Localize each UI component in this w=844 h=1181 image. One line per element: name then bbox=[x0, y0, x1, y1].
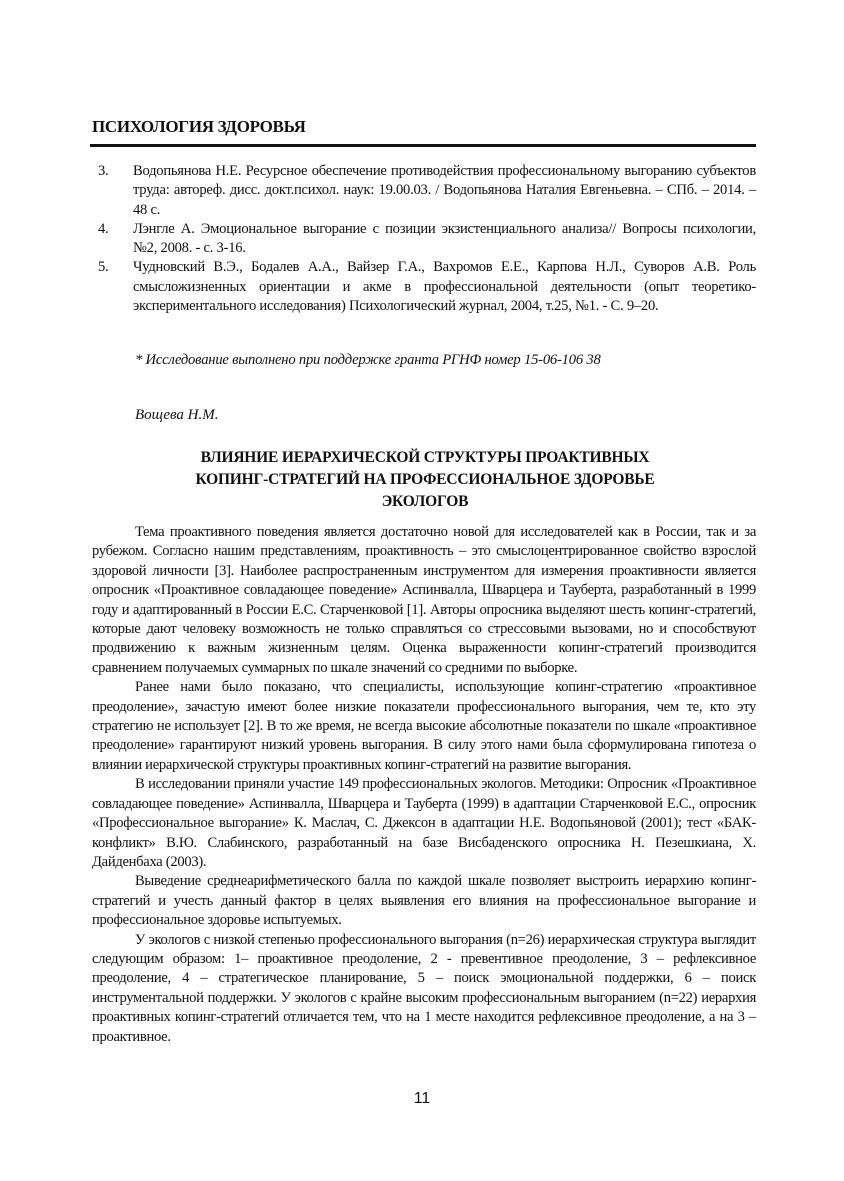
title-line: ВЛИЯНИЕ ИЕРАРХИЧЕСКОЙ СТРУКТУРЫ ПРОАКТИВНЫХ bbox=[200, 449, 650, 466]
body-paragraph: У экологов с низкой степенью профессионального выгорания (n=26) иерархическая структура выглядит следующим образом: 1– проактивное преодоление, 2 - превентивное преодоление, 3 – рефлексивное преодоление, 4 – стратегическое планирование, 5 – поиск эмоциональной поддержки, 6 – поиск инструментальной поддержки. У экологов с крайне высоким профессиональным выгоранием (n=22) иерархия проактивных копинг-стратегий отличается тем, что на 1 месте находится рефлексивное преодоление, а на 3 – проактивное. bbox=[92, 931, 756, 1045]
reference-number: 3. bbox=[98, 163, 109, 179]
page-number: 11 bbox=[413, 1090, 431, 1107]
header-rule bbox=[90, 144, 756, 147]
body-paragraph: Тема проактивного поведения является достаточно новой для исследователей как в России, так и за рубежом. Согласно нашим представлениям, проактивность – это смыслоцентрированное свойство взрослой здоровой личности [3]. Наиболее распространенным инструментом для измерения проактивности является опросник «Проактивное совладающее поведение» Аспинвалла, Шварцера и Тауберта, разработанный в 1999 году и адаптированный в России Е.С. Старченковой [1]. Авторы опросника выделяют шесть копинг-стратегий, которые дают человеку возможность не только справляться со стрессовыми вызовами, но и способствуют продвижению к важным жизненным целям. Оценка выраженности копинг-стратегий производится сравнением получаемых суммарных по шкале значений со средними по выборке. bbox=[92, 524, 756, 676]
body-paragraph: В исследовании приняли участие 149 профессиональных экологов. Методики: Опросник «Проактивное совладающее поведение» Аспинвалла, Шварцера и Тауберта (1999) в адаптации Старченковой Е.С., опросник «Профессиональное выгорание» К. Маслач, С. Джексон в адаптации Н.Е. Водопьяновой (2001); тест «БАК-конфликт» В.Ю. Слабинского, разработанный на базе Висбаденского опросника Н. Пезешкиана, Х. Дайденбаха (2003). bbox=[92, 776, 756, 870]
article-author: Вощева Н.М. bbox=[135, 407, 219, 423]
title-line: КОПИНГ-СТРАТЕГИЙ НА ПРОФЕССИОНАЛЬНОЕ ЗДОРОВЬЕ bbox=[195, 471, 655, 488]
body-paragraph: Выведение среднеарифметического балла по каждой шкале позволяет выстроить иерархию копинг-стратегий и учесть данный фактор в целях выявления его влияния на профессиональное выгорание и профессиональное здоровье испытуемых. bbox=[92, 873, 756, 929]
grant-note: * Исследование выполнено при поддержке гранта РГНФ номер 15-06-106 38 bbox=[135, 352, 601, 368]
reference-text: Чудновский В.Э., Бодалев А.А., Вайзер Г.А., Вахромов Е.Е., Карпова Н.Л., Суворов А.В. Роль смысложизненных ориентации и акме в профессиональной деятельности (опыт теоретико-экспериментального исследования) Психологический журнал, 2004, т.25, №1. - С. 9–20. bbox=[133, 259, 756, 315]
article-title bbox=[120, 447, 730, 513]
body-paragraph: Ранее нами было показано, что специалисты, использующие копинг-стратегию «проактивное преодоление», зачастую имеют более низкие показатели профессионального выгорания, чем те, кто эту стратегию не использует [2]. В то же время, не всегда высокие абсолютные показатели по шкале «проактивное преодоление» гарантируют низкий уровень выгорания. В силу этого нами была сформулирована гипотеза о влиянии иерархической структуры проактивных копинг-стратегий на развитие выгорания. bbox=[92, 679, 756, 773]
reference-text: Водопьянова Н.Е. Ресурсное обеспечение противодействия профессиональному выгоранию субъектов труда: автореф. дисс. докт.психол. наук: 19.00.03. / Водопьянова Наталия Евгеньевна. – СПб. – 2014. – 48 с. bbox=[133, 163, 756, 218]
reference-text: Лэнгле А. Эмоциональное выгорание с позиции экзистенциального анализа// Вопросы психологии, №2, 2008. - с. 3-16. bbox=[133, 220, 756, 257]
reference-number: 5. bbox=[98, 259, 109, 276]
reference-item bbox=[98, 162, 756, 220]
reference-number: 4. bbox=[98, 220, 109, 237]
reference-list bbox=[98, 162, 756, 316]
reference-item bbox=[98, 220, 756, 259]
running-head: ПСИХОЛОГИЯ ЗДОРОВЬЯ bbox=[92, 117, 306, 136]
title-line: ЭКОЛОГОВ bbox=[381, 493, 469, 510]
reference-item bbox=[98, 258, 756, 316]
article-body bbox=[92, 523, 756, 1047]
